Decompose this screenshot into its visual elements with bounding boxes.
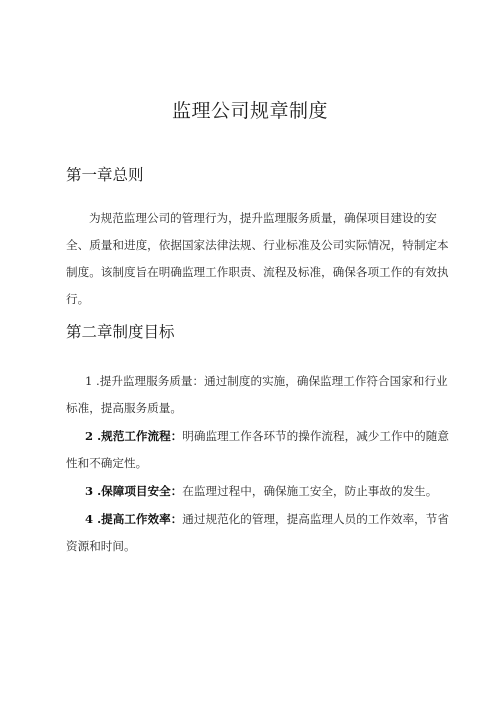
objective-item-3-text: 在监理过程中，确保施工安全，防止事故的发生。 xyxy=(182,484,438,498)
objective-item-1-text: 通过制度的实施，确保监理工作符合国家和行业标准，提高服务质量。 xyxy=(66,374,448,415)
objective-item-1-prefix: 1 .提升监理服务质量： xyxy=(85,374,205,388)
objective-item-2-prefix: 2 .规范工作流程： xyxy=(85,429,183,443)
objective-item-3-prefix: 3 .保障项目安全： xyxy=(85,484,183,498)
chapter-1-paragraph: 为规范监理公司的管理行为，提升监理服务质量，确保项目建设的安全、质量和进度，依据国家法律法规、行业标准及公司实际情况，特制定本制度。该制度旨在明确监理工作职责、流程及标准，确保各项工作的有效执行。 xyxy=(66,211,449,306)
document-title: 监理公司规章制度 xyxy=(171,100,328,122)
objective-item-1 xyxy=(66,368,458,422)
chapter-2-heading: 第二章制度目标 xyxy=(66,323,175,341)
objective-item-4-prefix: 4 .提高工作效率： xyxy=(85,512,183,526)
chapter-1-heading: 第一章总则 xyxy=(66,166,144,184)
objective-item-4 xyxy=(66,506,458,560)
objective-item-2-text: 明确监理工作各环节的操作流程，减少工作中的随意性和不确定性。 xyxy=(66,429,449,470)
objective-item-4-text: 通过规范化的管理，提高监理人员的工作效率，节省资源和时间。 xyxy=(66,512,449,553)
objective-item-3 xyxy=(66,478,458,505)
objective-item-2 xyxy=(66,423,458,477)
